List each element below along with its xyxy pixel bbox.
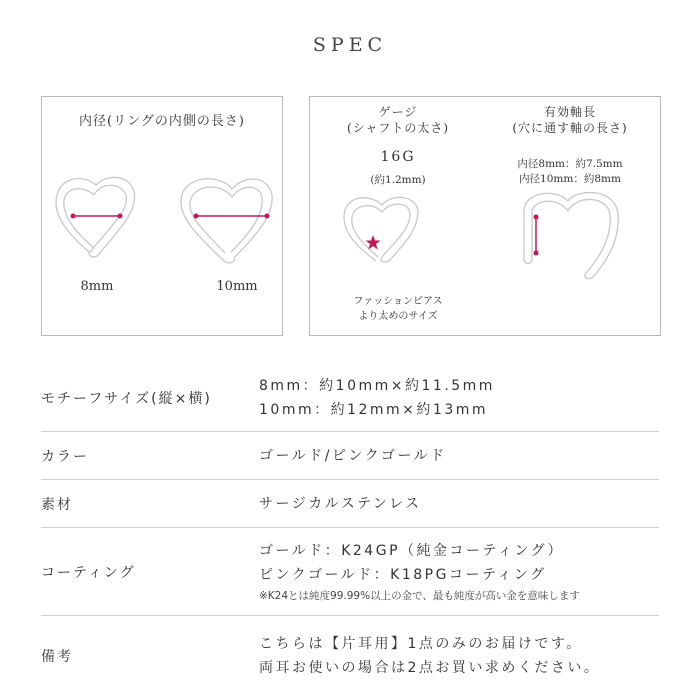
spec-label: コーティング: [41, 564, 136, 581]
gauge-value-sub: (約1.2mm): [370, 174, 426, 186]
coating-note: ※K24とは純度99.99%以上の金で、最も純度が高い金を意味します: [259, 589, 580, 602]
length-line-8mm: 内径8mm：約7.5mm: [517, 158, 623, 170]
spec-row-coating: [41, 528, 659, 616]
length-line-10mm: 内径10mm：約8mm: [519, 173, 621, 185]
spec-table: [41, 364, 659, 695]
spec-value: 8mm：約10mm×約11.5mm 10mm：約12mm×約13mm: [259, 377, 495, 418]
spec-row-motif-size: [41, 364, 659, 432]
length-heading-sub: (穴に通す軸の長さ): [512, 121, 628, 135]
heart-ring-figures: [42, 97, 282, 335]
spec-row-remarks: [41, 616, 659, 695]
gauge-value: 16G: [380, 149, 416, 165]
page-title: SPEC: [312, 34, 388, 56]
inner-diameter-panel: [41, 96, 283, 336]
gauge-heading: ゲージ: [378, 105, 418, 119]
heart-ring-8mm-icon: [56, 177, 135, 257]
spec-row-color: [41, 432, 659, 480]
gauge-note-1: ファッションピアス: [353, 296, 443, 307]
size-label-10mm: 10mm: [216, 279, 258, 294]
spec-value: こちらは【片耳用】1点のみのお届けです。 両耳お使いの場合は2点お買い求めください。: [259, 635, 601, 676]
length-heading: 有効軸長: [543, 105, 597, 119]
gauge-note-2: より太めのサイズ: [358, 311, 438, 322]
heart-ring-gauge-icon: [344, 197, 418, 262]
spec-label: モチーフサイズ(縦×横): [41, 390, 212, 407]
gauge-length-panel: [309, 96, 661, 336]
spec-label: カラー: [41, 448, 89, 465]
spec-value: ゴールド：K24GP（純金コーティング） ピンクゴールド：K18PGコーティング ※K24とは純度99.99%以上の金で、最も純度が高い金を意味します: [259, 539, 580, 605]
spec-label: 備考: [41, 648, 73, 665]
spec-row-material: [41, 480, 659, 528]
spec-label: 素材: [41, 496, 73, 513]
spec-value: サージカルステンレス: [259, 495, 422, 512]
heart-shaft-icon: [524, 192, 618, 278]
spec-value: ゴールド/ピンクゴールド: [259, 447, 447, 464]
inner-diameter-heading: 内径(リングの内側の長さ): [79, 114, 245, 129]
heart-ring-10mm-icon: [181, 179, 272, 263]
gauge-heading-sub: (シャフトの太さ): [346, 121, 450, 135]
size-label-8mm: 8mm: [80, 279, 114, 294]
